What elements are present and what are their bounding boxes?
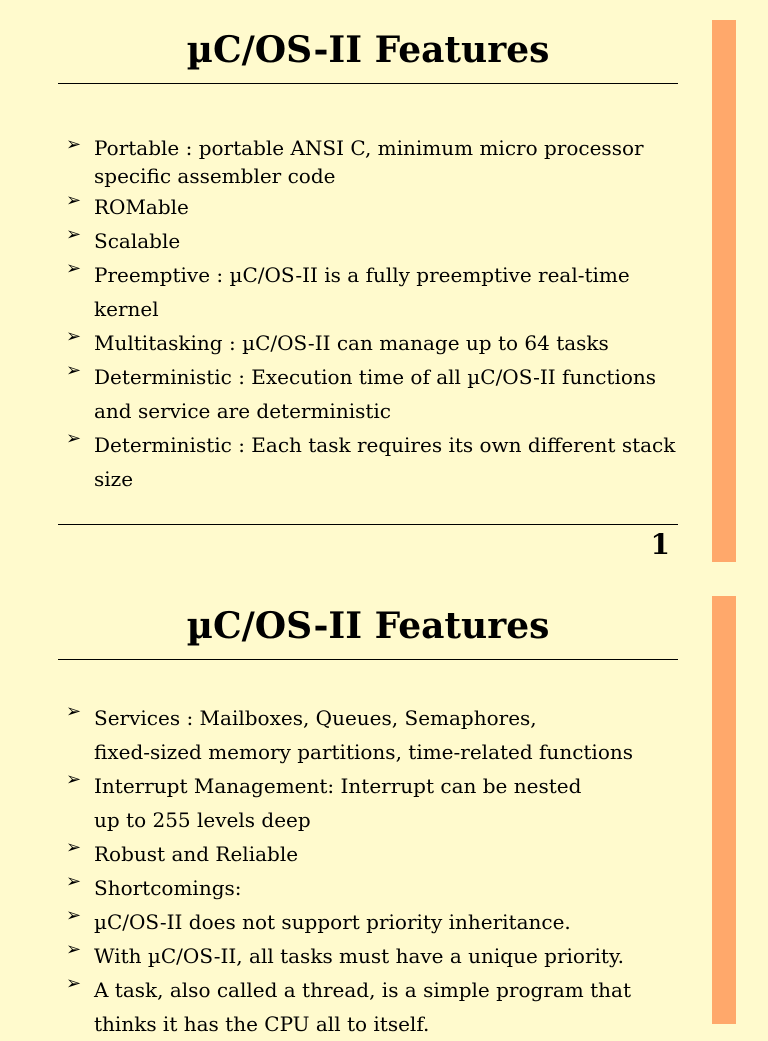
arrowhead-bullet-icon: ➢ xyxy=(66,701,82,722)
bullet-item xyxy=(66,973,686,1041)
bullet-item xyxy=(66,701,686,769)
bullet-line: kernel xyxy=(94,297,159,321)
bullet-line: µC/OS-II does not support priority inheritance. xyxy=(94,910,571,934)
title-divider xyxy=(58,659,678,660)
arrowhead-bullet-icon: ➢ xyxy=(66,134,82,155)
bullet-item xyxy=(66,360,686,428)
bullet-item xyxy=(66,326,686,360)
slide-title: µC/OS-II Features xyxy=(186,29,550,71)
accent-bar xyxy=(712,20,736,562)
accent-bar xyxy=(712,596,736,1024)
page-number: 1 xyxy=(650,528,670,561)
bullet-line: fixed-sized memory partitions, time-related functions xyxy=(94,740,634,764)
arrowhead-bullet-icon: ➢ xyxy=(66,905,82,926)
bullet-line: specific assembler code xyxy=(94,164,336,188)
bullet-list xyxy=(66,701,686,1041)
bullet-item xyxy=(66,134,686,190)
bullet-line: Deterministic : Each task requires its own different stack xyxy=(94,433,676,457)
arrowhead-bullet-icon: ➢ xyxy=(66,360,82,381)
bullet-line: Deterministic : Execution time of all µC/OS-II functions xyxy=(94,365,657,389)
bullet-line: Portable : portable ANSI C, minimum micro processor xyxy=(94,136,644,160)
bullet-item xyxy=(66,769,686,837)
arrowhead-bullet-icon: ➢ xyxy=(66,224,82,245)
bullet-item xyxy=(66,871,686,905)
arrowhead-bullet-icon: ➢ xyxy=(66,837,82,858)
bullet-line: Shortcomings: xyxy=(94,876,242,900)
slide-2 xyxy=(0,578,768,1036)
bullet-line: Multitasking : µC/OS-II can manage up to 64 tasks xyxy=(94,331,609,355)
bullet-item xyxy=(66,905,686,939)
bullet-item xyxy=(66,258,686,326)
bullet-line: and service are deterministic xyxy=(94,399,392,423)
arrowhead-bullet-icon: ➢ xyxy=(66,871,82,892)
bullet-line: up to 255 levels deep xyxy=(94,808,311,832)
bullet-item xyxy=(66,224,686,258)
bullet-line: With µC/OS-II, all tasks must have a unique priority. xyxy=(94,944,624,968)
footer-divider xyxy=(58,524,678,525)
bullet-list xyxy=(66,134,686,496)
bullet-line: A task, also called a thread, is a simple program that xyxy=(94,978,632,1002)
arrowhead-bullet-icon: ➢ xyxy=(66,326,82,347)
title-divider xyxy=(58,83,678,84)
arrowhead-bullet-icon: ➢ xyxy=(66,428,82,449)
arrowhead-bullet-icon: ➢ xyxy=(66,190,82,211)
bullet-line: Services : Mailboxes, Queues, Semaphores, xyxy=(94,706,537,730)
bullet-item xyxy=(66,837,686,871)
bullet-line: Interrupt Management: Interrupt can be nested xyxy=(94,774,582,798)
bullet-line: Scalable xyxy=(94,229,181,253)
slide-title: µC/OS-II Features xyxy=(186,605,550,647)
bullet-item xyxy=(66,428,686,496)
bullet-item xyxy=(66,190,686,224)
bullet-line: Robust and Reliable xyxy=(94,842,299,866)
bullet-item xyxy=(66,939,686,973)
arrowhead-bullet-icon: ➢ xyxy=(66,939,82,960)
bullet-line: thinks it has the CPU all to itself. xyxy=(94,1012,430,1036)
bullet-line: ROMable xyxy=(94,195,189,219)
arrowhead-bullet-icon: ➢ xyxy=(66,769,82,790)
bullet-line: size xyxy=(94,467,134,491)
arrowhead-bullet-icon: ➢ xyxy=(66,258,82,279)
arrowhead-bullet-icon: ➢ xyxy=(66,973,82,994)
bullet-line: Preemptive : µC/OS-II is a fully preemptive real-time xyxy=(94,263,630,287)
